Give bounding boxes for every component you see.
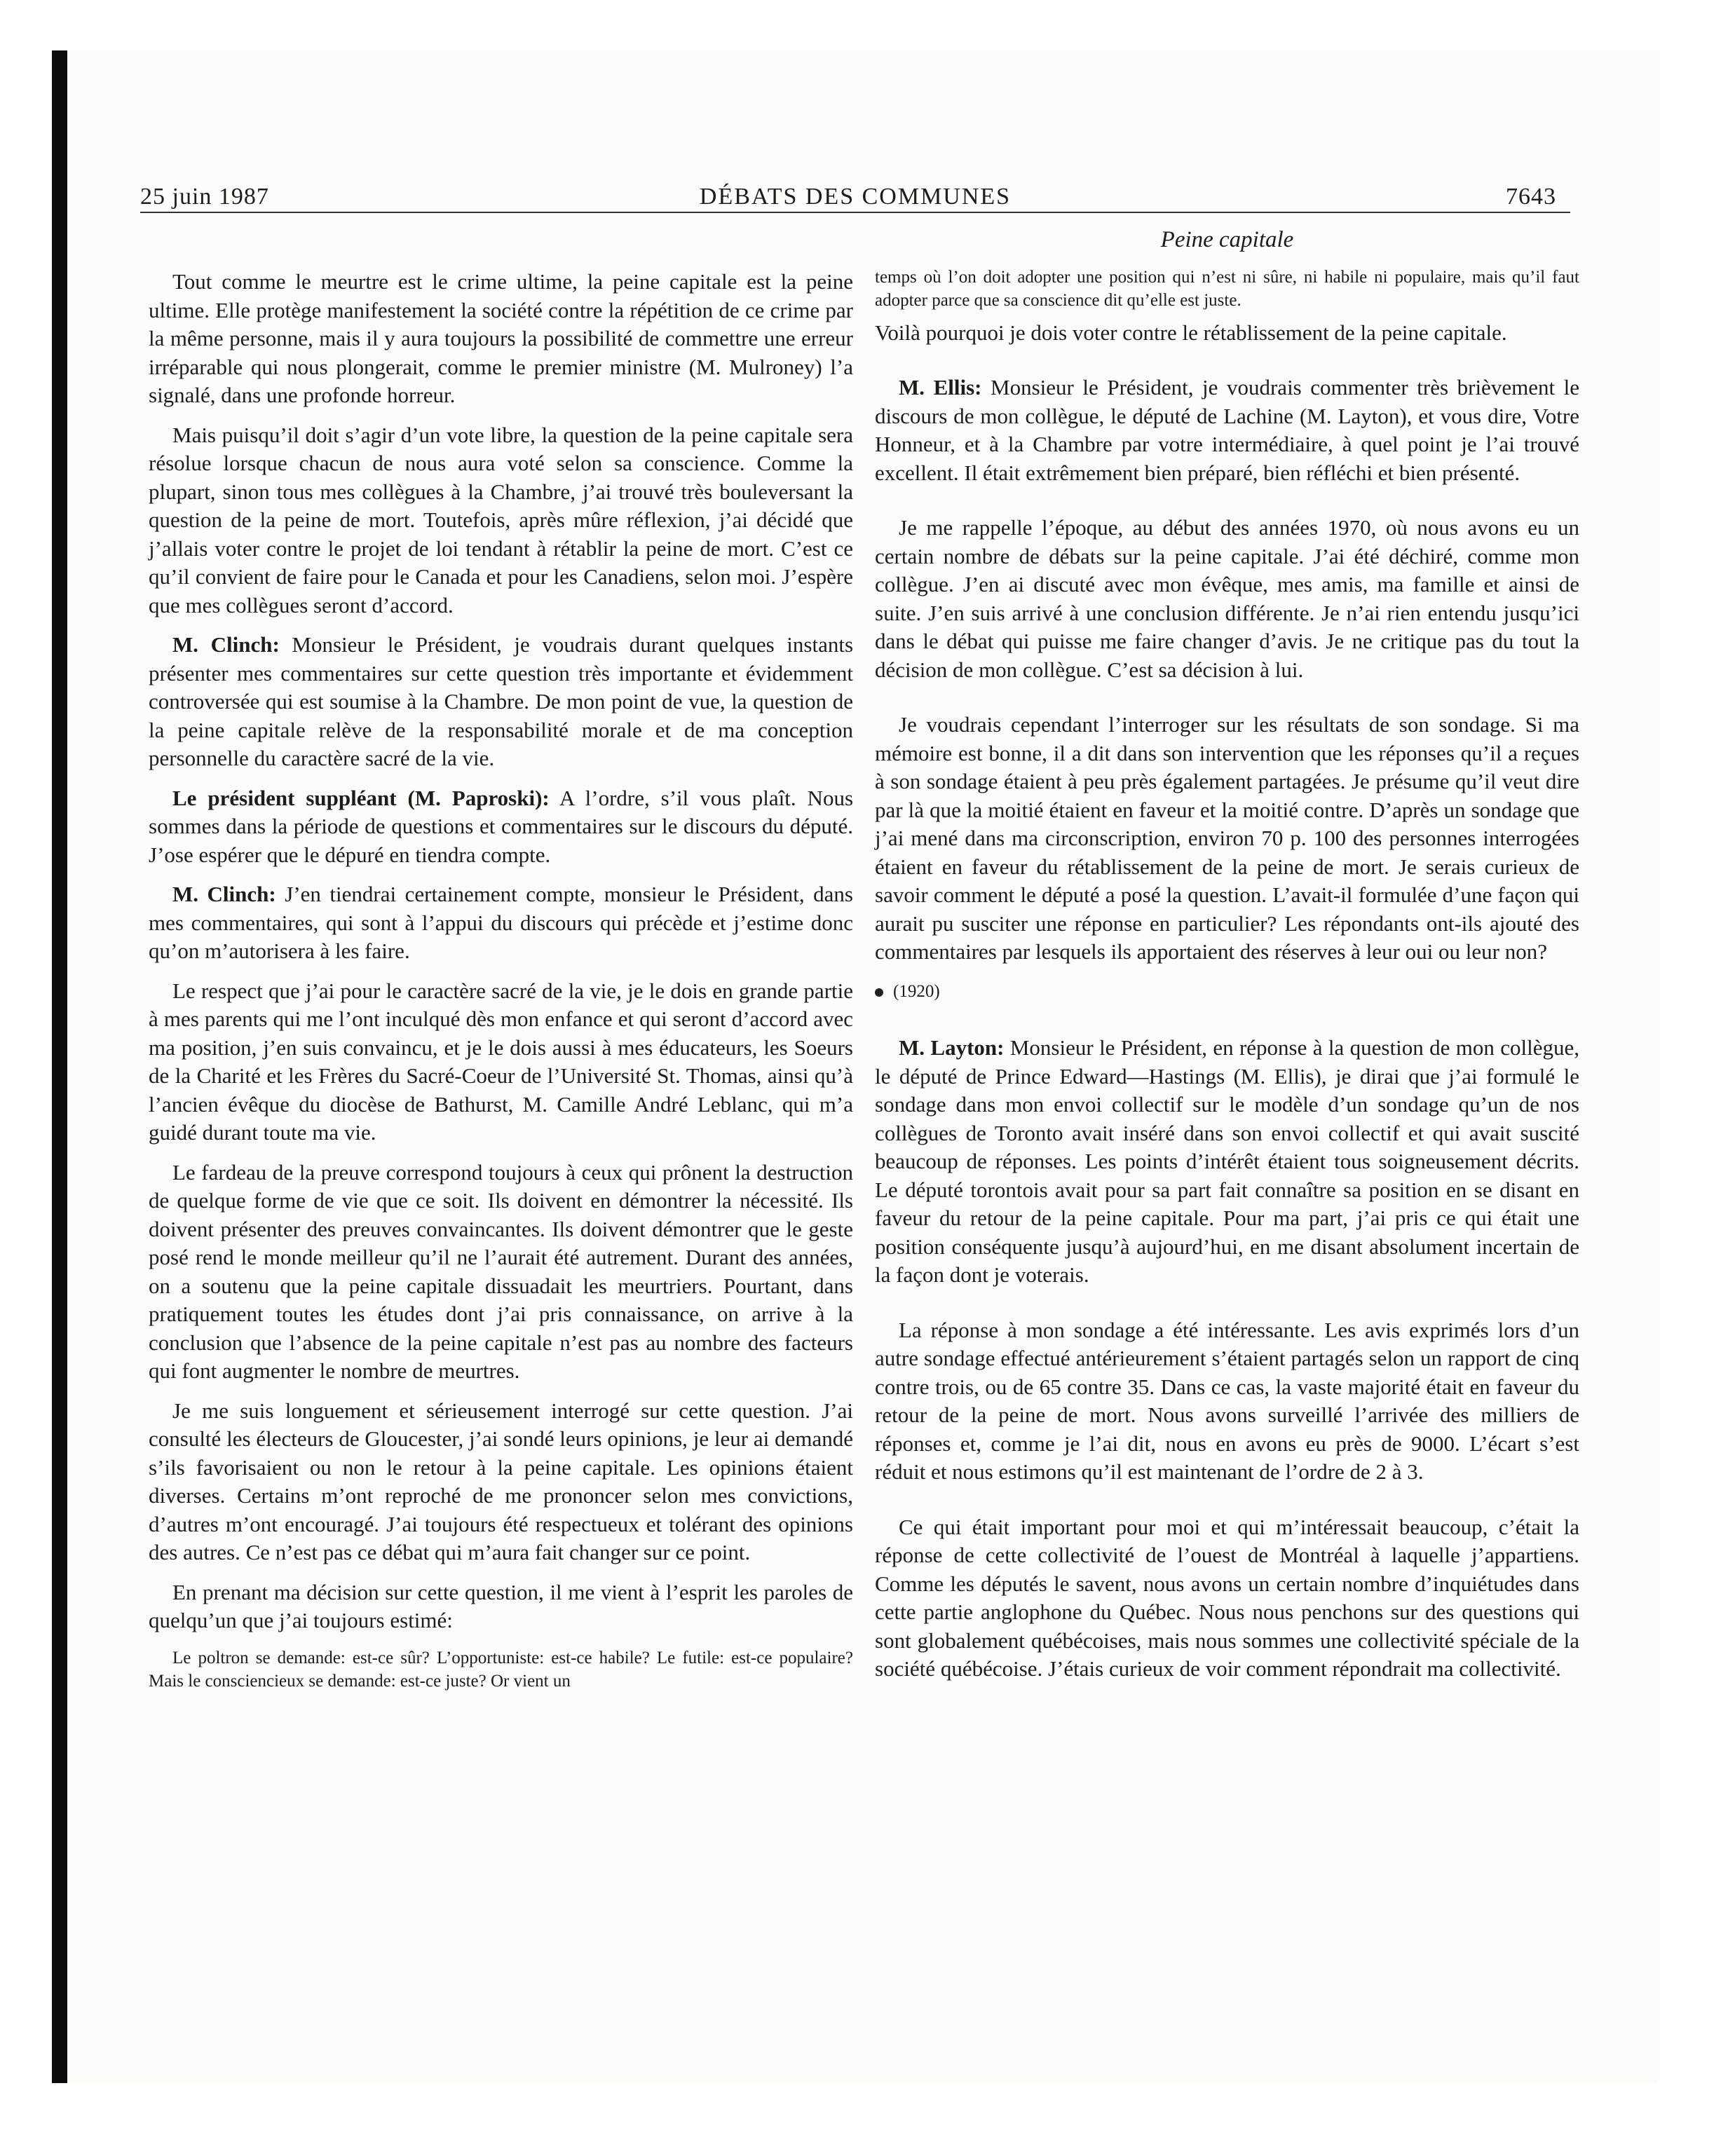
paragraph: Voilà pourquoi je dois voter contre le rétablissement de la peine capitale. <box>875 320 1507 345</box>
speech-text: Monsieur le Président, en réponse à la question de mon collègue, le député de Prince Edward—Hastings (M. Ellis), je dirai que j’ai formulé le sondage dans mon envoi collectif sur le modèle d’un sondage qu’un de nos collègues de Toronto avait inséré dans son envoi collectif et qui avait suscité beaucoup de réponses. Les points d’intérêt étaient tous soigneusement décrits. Le député torontois avait pour sa part fait connaître sa position en se disant en faveur du retour de la peine capitale. Pour ma part, j’ai pris ce qui était une position conséquente jusqu’à aujourd’hui, en me disant absolument incertain de la façon dont je voterais. <box>875 1035 1580 1287</box>
paragraph: Ce qui était important pour moi et qui m’intéressait beaucoup, c’était la réponse de cette collectivité de l’ouest de Montréal à laquelle j’appartiens. Comme les députés le savent, nous avons un certain nombre d’inquiétudes dans cette partie anglophone du Québec. Nous nous penchons sur des questions qui sont globalement québécoises, mais nous sommes une collectivité spéciale de la société québécoise. J’étais curieux de voir comment répondrait ma collectivité. <box>875 1514 1579 1681</box>
bullet-icon <box>875 988 883 997</box>
paragraph: Je voudrais cependant l’interroger sur les résultats de son sondage. Si ma mémoire est bonne, il a dit dans son intervention que les réponses qu’il a reçues à son sondage étaient à peu près également partagées. Je présume qu’il veut dire par là que la moitié étaient en faveur et la moitié contre. D’après un sondage que j’ai mené dans ma circonscription, environ 70 p. 100 des personnes interrogées étaient en faveur du rétablissement de la peine de mort. Je serais curieux de savoir comment le député a posé la question. L’avait-il formulée d’une façon qui aurait pu susciter une réponse en particulier? Les répondants ont-ils ajouté des commentaires par lesquels ils apportaient des réserves à leur oui ou leur non? <box>875 712 1579 964</box>
speaker-name: M. Ellis: <box>899 375 982 400</box>
left-column <box>149 268 853 1700</box>
speaker-name: Le président suppléant (M. Paproski): <box>172 785 550 810</box>
paragraph: Je me rappelle l’époque, au début des années 1970, où nous avons eu un certain nombre de débats sur la peine capitale. J’ai été déchiré, comme mon collègue. J’en ai discuté avec mon évêque, mes amis, ma famille et ainsi de suite. J’en suis arrivé à une conclusion différente. Je n’ai rien entendu jusqu’ici dans le débat qui puisse me faire changer d’avis. Je ne critique pas du tout la décision de mon collègue. C’est sa décision à lui. <box>875 515 1579 682</box>
section-title: Peine capitale <box>1160 227 1294 252</box>
header-title: DÉBATS DES COMMUNES <box>699 184 1012 210</box>
speech-text: A l’ordre, s’il vous plaît. Nous sommes dans la période de questions et commentaires sur le discours du député. J’ose espérer que le dépuré en tiendra compte. <box>149 785 854 867</box>
time-marker <box>875 978 1579 1007</box>
header-page-number: 7643 <box>1506 184 1556 210</box>
speaker-name: M. Layton: <box>899 1035 1005 1060</box>
paragraph: Tout comme le meurtre est le crime ultime, la peine capitale est la peine ultime. Elle protège manifestement la société contre la répétition de ce crime par la même personne, mais il y aura toujours la possibilité de commettre une erreur irréparable qui nous plongerait, comme le premier ministre (M. Mulroney) l’a signalé, dans une profonde horreur. <box>149 269 853 407</box>
block-quote: Le poltron se demande: est-ce sûr? L’opportuniste: est-ce habile? Le futile: est-ce populaire? Mais le consciencieux se demande: est-ce juste? Or vient un <box>149 1648 853 1691</box>
paragraph: Mais puisqu’il doit s’agir d’un vote libre, la question de la peine capitale sera résolue lorsque chacun de nous aura voté selon sa conscience. Comme la plupart, sinon tous mes collègues à la Chambre, j’ai trouvé très bouleversant la question de la peine de mort. Toutefois, après mûre réflexion, j’ai décidé que j’allais voter contre le projet de loi tendant à rétablir la peine de mort. C’est ce qu’il convient de faire pour le Canada et pour les Canadiens, selon moi. J’espère que mes collègues seront d’accord. <box>149 422 853 618</box>
block-quote-continued: temps où l’on doit adopter une position qui n’est ni sûre, ni habile ni populaire, mais qu’il faut adopter parce que sa conscience dit qu’elle est juste. <box>875 267 1579 310</box>
paragraph <box>875 1034 1579 1290</box>
paragraph <box>875 374 1579 487</box>
time-marker-text: (1920) <box>893 981 940 1001</box>
speech-text: Monsieur le Président, je voudrais durant quelques instants présenter mes commentaires sur cette question très importante et évidemment controversée qui est soumise à la Chambre. De mon point de vue, la question de la peine capitale relève de la responsabilité morale et de ma conception personnelle du caractère sacré de la vie. <box>149 632 854 770</box>
speaker-name: M. Clinch: <box>172 882 276 906</box>
header-date: 25 juin 1987 <box>140 184 269 210</box>
paragraph <box>149 880 853 966</box>
speaker-name: M. Clinch: <box>172 632 280 657</box>
paragraph <box>149 631 853 773</box>
paragraph: Le fardeau de la preuve correspond toujours à ceux qui prônent la destruction de quelque forme de vie que ce soit. Ils doivent en démontrer la nécessité. Ils doivent présenter des preuves convaincantes. Ils doivent démontrer que le geste posé rend le monde meilleur qu’il ne l’aurait été autrement. Durant des années, on a soutenu que la peine capitale dissuadait les meurtriers. Pourtant, dans pratiquement toutes les études dont j’ai pris connaissance, on arrive à la conclusion que l’absence de la peine capitale n’est pas au nombre des facteurs qui font augmenter le nombre de meurtres. <box>149 1159 853 1383</box>
paragraph: La réponse à mon sondage a été intéressante. Les avis exprimés lors d’un autre sondage effectué antérieurement s’étaient partagés selon un rapport de cinq contre trois, ou de 65 contre 35. Dans ce cas, la vaste majorité était en faveur du retour de la peine de mort. Nous avons surveillé l’arrivée des milliers de réponses et, comme je l’ai dit, nous en avons eu près de 9000. L’écart s’est réduit et nous estimons qu’il est maintenant de l’ordre de 2 à 3. <box>875 1317 1579 1484</box>
paragraph <box>149 784 853 870</box>
paragraph: En prenant ma décision sur cette question, il me vient à l’esprit les paroles de quelqu’un que j’ai toujours estimé: <box>149 1579 853 1632</box>
paragraph: Le respect que j’ai pour le caractère sacré de la vie, je le dois en grande partie à mes parents qui me l’ont inculqué dès mon enfance et qui seront d’accord avec ma position, j’en suis convaincu, et je le dois aussi à mes éducateurs, les Soeurs de la Charité et les Frères du Sacré-Coeur de l’Université St. Thomas, ainsi qu’à l’ancien évêque du diocèse de Bathurst, M. Camille André Leblanc, qui m’a guidé durant toute ma vie. <box>149 978 853 1145</box>
scan-edge-bar <box>52 50 67 2083</box>
speech-text: Monsieur le Président, je voudrais commenter très brièvement le discours de mon collègue, le député de Lachine (M. Layton), et vous dire, Votre Honneur, et à la Chambre par votre intermédiaire, à quel point je l’ai trouvé excellent. Il était extrêmement bien préparé, bien réfléchi et bien présenté. <box>875 375 1579 485</box>
paragraph: Je me suis longuement et sérieusement interrogé sur cette question. J’ai consulté les électeurs de Gloucester, j’ai sondé leurs opinions, je leur ai demandé s’ils favorisaient ou non le retour à la peine capitale. Les opinions étaient diverses. Certains m’ont reproché de me prononcer selon mes convictions, d’autres m’ont encouragé. J’ai toujours été respectueux et tolérant des opinions des autres. Ce n’est pas ce débat qui m’aura fait changer sur ce point. <box>149 1398 853 1564</box>
right-column <box>875 226 1579 1695</box>
page-header <box>140 177 1570 213</box>
speech-text: J’en tiendrai certainement compte, monsieur le Président, dans mes commentaires, qui sont à l’appui du discours qui précède et j’estime donc qu’on m’autorisera à les faire. <box>149 882 854 963</box>
